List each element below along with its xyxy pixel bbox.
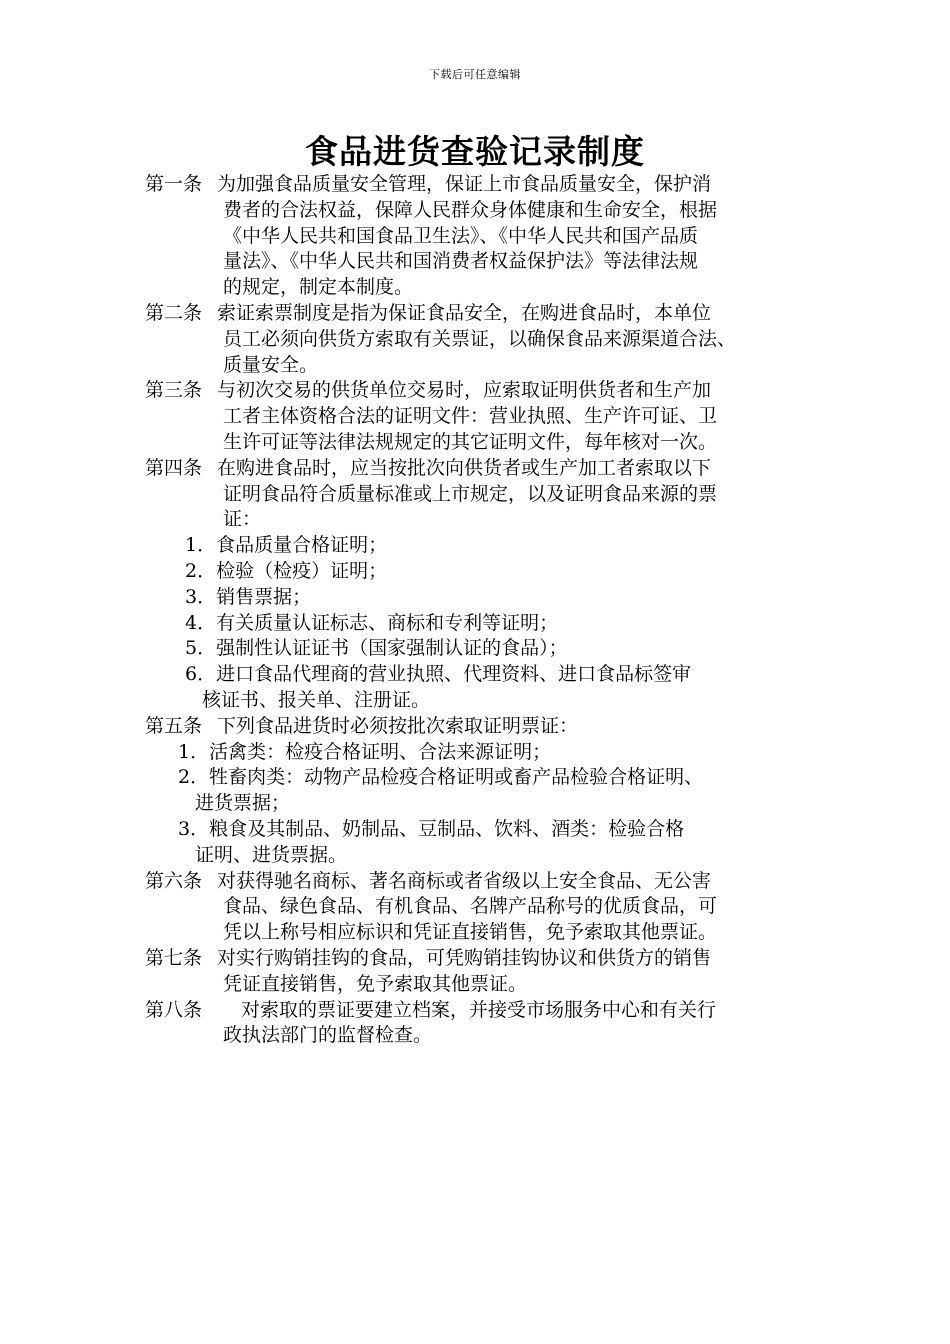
article-4-list-item: 3．销售票据；	[185, 585, 312, 608]
article-4-list-item: 1．食品质量合格证明；	[185, 534, 388, 557]
article-text: 对获得驰名商标、著名商标或者省级以上安全食品、无公害	[217, 869, 712, 892]
article-7-first-line	[145, 946, 825, 972]
article-7-line: 凭证直接销售，免予索取其他票证。	[223, 972, 528, 995]
article-text: 索证索票制度是指为保证食品安全，在购进食品时，本单位	[217, 301, 712, 324]
article-text: 对实行购销挂钩的食品，可凭购销挂钩协议和供货方的销售	[217, 946, 712, 969]
article-text: 与初次交易的供货单位交易时，应索取证明供货者和生产加	[217, 379, 712, 402]
article-label: 第二条	[145, 301, 203, 324]
article-label: 第八条	[145, 998, 203, 1021]
article-text: 下列食品进货时必须按批次索取证明票证：	[217, 714, 579, 737]
article-6-line: 凭以上称号相应标识和凭证直接销售，免予索取其他票证。	[223, 921, 718, 944]
article-4-list-item: 4．有关质量认证标志、商标和专利等证明；	[185, 611, 559, 634]
article-1-line: 的规定，制定本制度。	[223, 276, 414, 299]
article-1-line: 量法》、《中华人民共和国消费者权益保护法》等法律法规	[223, 250, 699, 273]
article-4-line: 证明食品符合质量标准或上市规定，以及证明食品来源的票	[223, 482, 718, 505]
document-title: 食品进货查验记录制度	[305, 132, 645, 171]
article-5-list-item-cont: 证明、进货票据。	[195, 843, 348, 866]
article-5-list-item: 1．活禽类：检疫合格证明、合法来源证明；	[178, 740, 552, 763]
article-3-line: 工者主体资格合法的证明文件：营业执照、生产许可证、卫	[223, 405, 718, 428]
article-3-first-line	[145, 378, 825, 404]
article-text: 在购进食品时，应当按批次向供货者或生产加工者索取以下	[217, 456, 712, 479]
article-label: 第一条	[145, 173, 203, 195]
article-6-first-line	[145, 869, 825, 895]
article-4-line: 证：	[223, 508, 262, 531]
article-text: 对索取的票证要建立档案，并接受市场服务中心和有关行	[241, 998, 717, 1021]
article-label: 第三条	[145, 379, 203, 402]
article-4-list-item: 6．进口食品代理商的营业执照、代理资料、进口食品标签审	[185, 663, 692, 686]
article-4-list-item: 5．强制性认证证书（国家强制认证的食品）；	[185, 637, 568, 660]
article-5-first-line	[145, 714, 825, 740]
article-label: 第五条	[145, 714, 203, 737]
article-4-first-line	[145, 456, 825, 482]
article-6-line: 食品、绿色食品、有机食品、名牌产品称号的优质食品，可	[223, 895, 718, 918]
article-5-list-item-cont: 进货票据；	[195, 792, 291, 815]
article-text: 为加强食品质量安全管理，保证上市食品质量安全，保护消	[217, 173, 712, 195]
article-2-line: 质量安全。	[223, 353, 319, 376]
article-1-line: 费者的合法权益，保障人民群众身体健康和生命安全，根据	[223, 198, 718, 221]
article-8-first-line	[145, 998, 825, 1024]
article-8-line: 政执法部门的监督检查。	[223, 1024, 433, 1047]
article-4-list-item: 2．检验（检疫）证明；	[185, 559, 388, 582]
article-5-list-item: 3．粮食及其制品、奶制品、豆制品、饮料、酒类：检验合格	[178, 817, 685, 840]
article-5-list-item: 2．牲畜肉类：动物产品检疫合格证明或畜产品检验合格证明、	[178, 766, 704, 789]
article-1-line: 《中华人民共和国食品卫生法》、《中华人民共和国产品质	[223, 224, 699, 247]
article-label: 第七条	[145, 946, 203, 969]
article-4-list-item-cont: 核证书、报关单、注册证。	[202, 688, 431, 711]
article-3-line: 生许可证等法律法规规定的其它证明文件，每年核对一次。	[223, 430, 718, 453]
document-body	[145, 172, 825, 1049]
article-2-first-line	[145, 301, 825, 327]
article-label: 第四条	[145, 456, 203, 479]
page-header: 下载后可任意编辑	[429, 68, 521, 81]
article-1-first-line	[145, 172, 825, 198]
article-2-line: 员工必须向供货方索取有关票证，以确保食品来源渠道合法、	[223, 327, 737, 350]
article-label: 第六条	[145, 869, 203, 892]
